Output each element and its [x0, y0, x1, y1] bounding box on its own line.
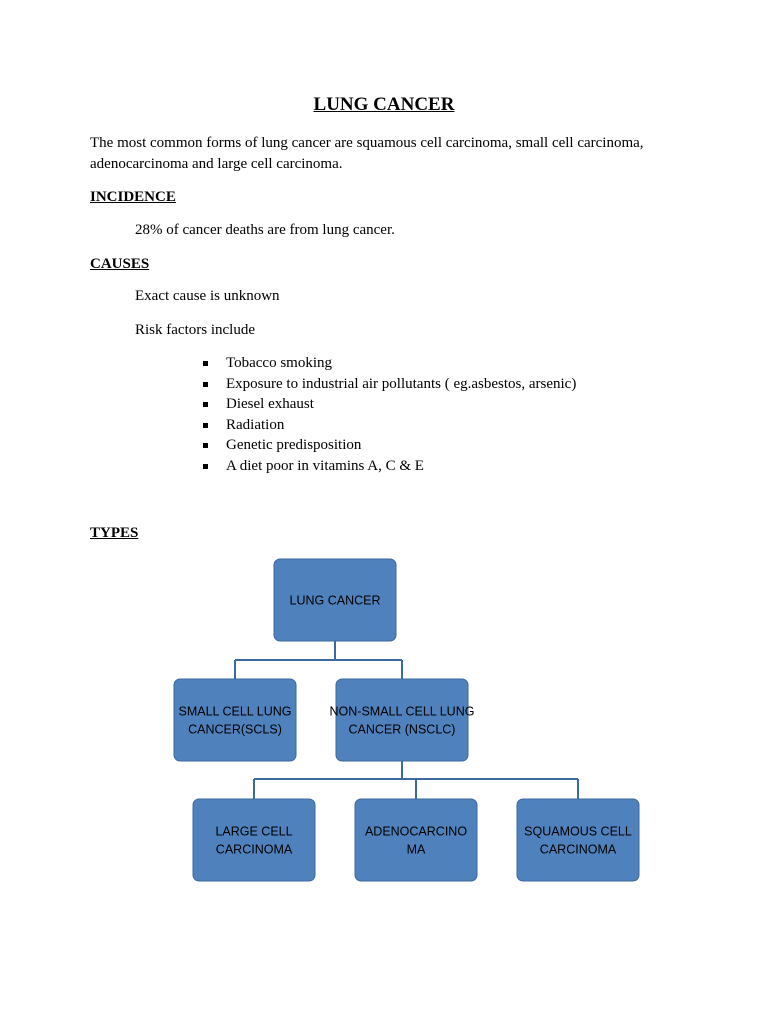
node-large-cell — [193, 799, 315, 881]
node-label: LARGE CELL — [215, 824, 293, 839]
list-item-text: Radiation — [226, 416, 285, 433]
causes-heading: CAUSES — [90, 256, 150, 272]
node-label: CANCER (NSCLC) — [348, 722, 456, 737]
node-label: SMALL CELL LUNG — [178, 704, 292, 719]
causes-line-1: Exact cause is unknown — [135, 288, 280, 304]
intro-paragraph: The most common forms of lung cancer are squamous cell carcinoma, small cell carcinoma, adenocarcinoma and large cell carcinoma. — [90, 135, 644, 172]
list-item-text: Tobacco smoking — [226, 355, 333, 371]
types-heading: TYPES — [90, 525, 139, 541]
node-box — [336, 679, 468, 761]
node-box — [517, 799, 639, 881]
incidence-heading: INCIDENCE — [90, 189, 176, 205]
list-item-text: Exposure to industrial air pollutants ( eg.asbestos, arsenic) — [226, 375, 577, 392]
node-label: MA — [406, 842, 426, 857]
node-squamous-cell — [517, 799, 639, 881]
node-adenocarcinoma — [355, 799, 477, 881]
diagram-nodes — [174, 559, 639, 881]
causes-line-2: Risk factors include — [135, 322, 255, 338]
node-label: ADENOCARCINO — [364, 824, 468, 839]
incidence-text: 28% of cancer deaths are from lung cancer. — [135, 222, 395, 238]
node-box — [193, 799, 315, 881]
node-box — [355, 799, 477, 881]
node-label: LUNG CANCER — [289, 593, 381, 608]
node-non-small-cell — [330, 679, 475, 761]
node-label: CANCER(SCLS) — [188, 722, 282, 737]
page-title: LUNG CANCER — [313, 94, 455, 115]
node-box — [174, 679, 296, 761]
node-label: CARCINOMA — [215, 842, 293, 857]
node-lung-cancer — [274, 559, 396, 641]
list-item-text: Genetic predisposition — [226, 437, 362, 453]
list-item-text: Diesel exhaust — [226, 396, 314, 412]
node-label: SQUAMOUS CELL — [524, 824, 632, 839]
list-item-text: A diet poor in vitamins A, C & E — [226, 457, 424, 474]
node-label: NON-SMALL CELL LUNG — [329, 704, 475, 719]
node-label: CARCINOMA — [539, 842, 617, 857]
node-small-cell — [174, 679, 296, 761]
